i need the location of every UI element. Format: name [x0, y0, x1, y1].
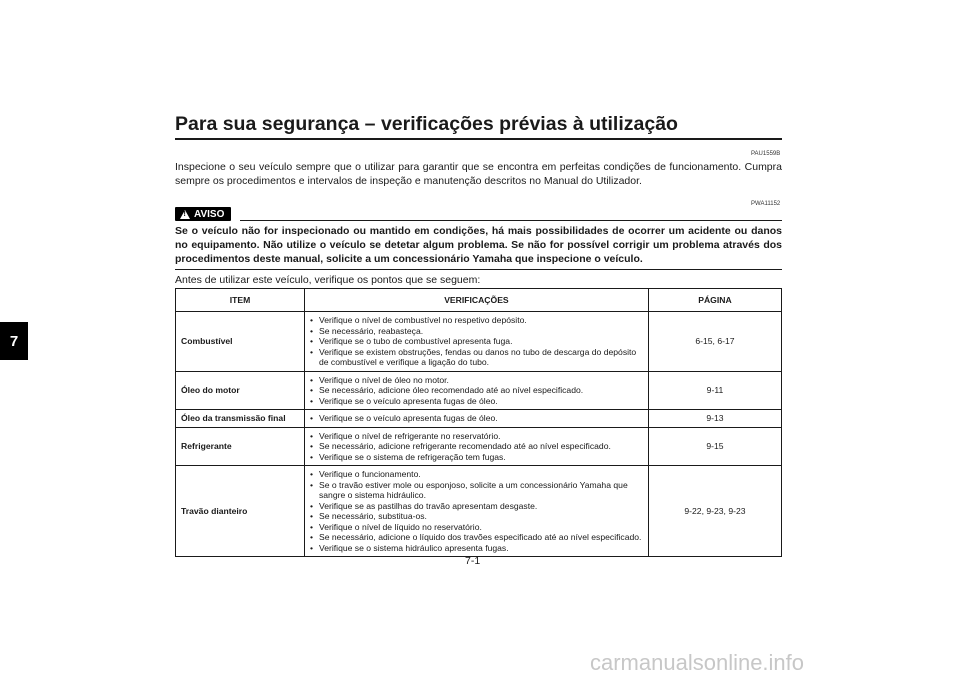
row-page: 9-22, 9-23, 9-23	[648, 466, 781, 557]
aviso-bottom-rule	[175, 269, 782, 270]
title-rule	[175, 138, 782, 140]
check-item: • Se necessário, reabasteça.	[310, 326, 643, 337]
check-item: • Verifique se o sistema de refrigeração tem fugas.	[310, 452, 643, 463]
check-item: • Verifique se existem obstruções, fendas ou danos no tubo de descarga do depósito de combustível e verifique a ligação do tubo.	[310, 347, 643, 368]
table-header-row	[176, 289, 782, 312]
check-item: • Verifique o nível de refrigerante no reservatório.	[310, 431, 643, 442]
header-page: PÁGINA	[648, 289, 781, 312]
check-item: • Verifique o nível de óleo no motor.	[310, 375, 643, 386]
check-item: • Verifique o nível de líquido no reservatório.	[310, 522, 643, 533]
row-page: 9-13	[648, 410, 781, 428]
row-item: Refrigerante	[176, 427, 305, 466]
row-page: 9-11	[648, 371, 781, 410]
table-row	[176, 371, 782, 410]
header-item: ITEM	[176, 289, 305, 312]
table-row	[176, 312, 782, 372]
row-item: Óleo do motor	[176, 371, 305, 410]
row-item: Óleo da transmissão final	[176, 410, 305, 428]
header-checks: VERIFICAÇÕES	[304, 289, 648, 312]
check-item: • Verifique se o veículo apresenta fugas de óleo.	[310, 396, 643, 407]
aviso-rule	[240, 220, 782, 221]
check-item: • Se necessário, substitua-os.	[310, 511, 643, 522]
intro-code: PAU1559B	[751, 151, 781, 157]
table-row	[176, 427, 782, 466]
check-item: • Se necessário, adicione o líquido dos travões especificado até ao nível especificado.	[310, 532, 643, 543]
intro-paragraph: Inspecione o seu veículo sempre que o utilizar para garantir que se encontra em perfeitas condições de funcionamento. Cumpra sempre os procedimentos e intervalos de inspeção e manutenção descritos no Manual do Utilizador.	[175, 161, 782, 187]
warning-icon	[180, 210, 190, 219]
check-item: • Se necessário, adicione refrigerante recomendado até ao nível especificado.	[310, 441, 643, 452]
chapter-tab: 7	[0, 322, 28, 360]
row-checks	[304, 312, 648, 372]
check-item: • Verifique o nível de combustível no respetivo depósito.	[310, 315, 643, 326]
check-item: • Se o travão estiver mole ou esponjoso, solicite a um concessionário Yamaha que sangre o sistema hidráulico.	[310, 480, 643, 501]
row-item: Combustível	[176, 312, 305, 372]
check-item: • Verifique o funcionamento.	[310, 469, 643, 480]
row-item: Travão dianteiro	[176, 466, 305, 557]
watermark-link[interactable]: carmanualsonline.info	[590, 650, 805, 675]
aviso-badge	[175, 207, 231, 221]
page-number: 7-1	[465, 555, 481, 567]
check-item: • Se necessário, adicione óleo recomendado até ao nível especificado.	[310, 385, 643, 396]
check-item: • Verifique se o sistema hidráulico apresenta fugas.	[310, 543, 643, 554]
check-item: • Verifique se o veículo apresenta fugas de óleo.	[310, 413, 643, 424]
aviso-text: Se o veículo não for inspecionado ou mantido em condições, há mais possibilidades de ocorrer um acidente ou danos no equipamento. Não utilize o veículo se detetar algum problema. Se não for possível corrigir um problema através dos procedimentos deste manual, solicite a um concessionário Yamaha que inspecione o veículo.	[175, 225, 782, 265]
row-checks	[304, 427, 648, 466]
page-title: Para sua segurança – verificações prévias à utilização	[175, 113, 678, 135]
row-checks	[304, 410, 648, 428]
checks-table	[175, 288, 782, 557]
check-item: • Verifique se o tubo de combustível apresenta fuga.	[310, 336, 643, 347]
lead-text: Antes de utilizar este veículo, verifique os pontos que se seguem:	[175, 274, 481, 286]
row-page: 6-15, 6-17	[648, 312, 781, 372]
table-row	[176, 466, 782, 557]
table-row	[176, 410, 782, 428]
row-page: 9-15	[648, 427, 781, 466]
aviso-label: AVISO	[194, 208, 225, 220]
row-checks	[304, 466, 648, 557]
aviso-code: PWA11152	[751, 201, 781, 207]
row-checks	[304, 371, 648, 410]
check-item: • Verifique se as pastilhas do travão apresentam desgaste.	[310, 501, 643, 512]
